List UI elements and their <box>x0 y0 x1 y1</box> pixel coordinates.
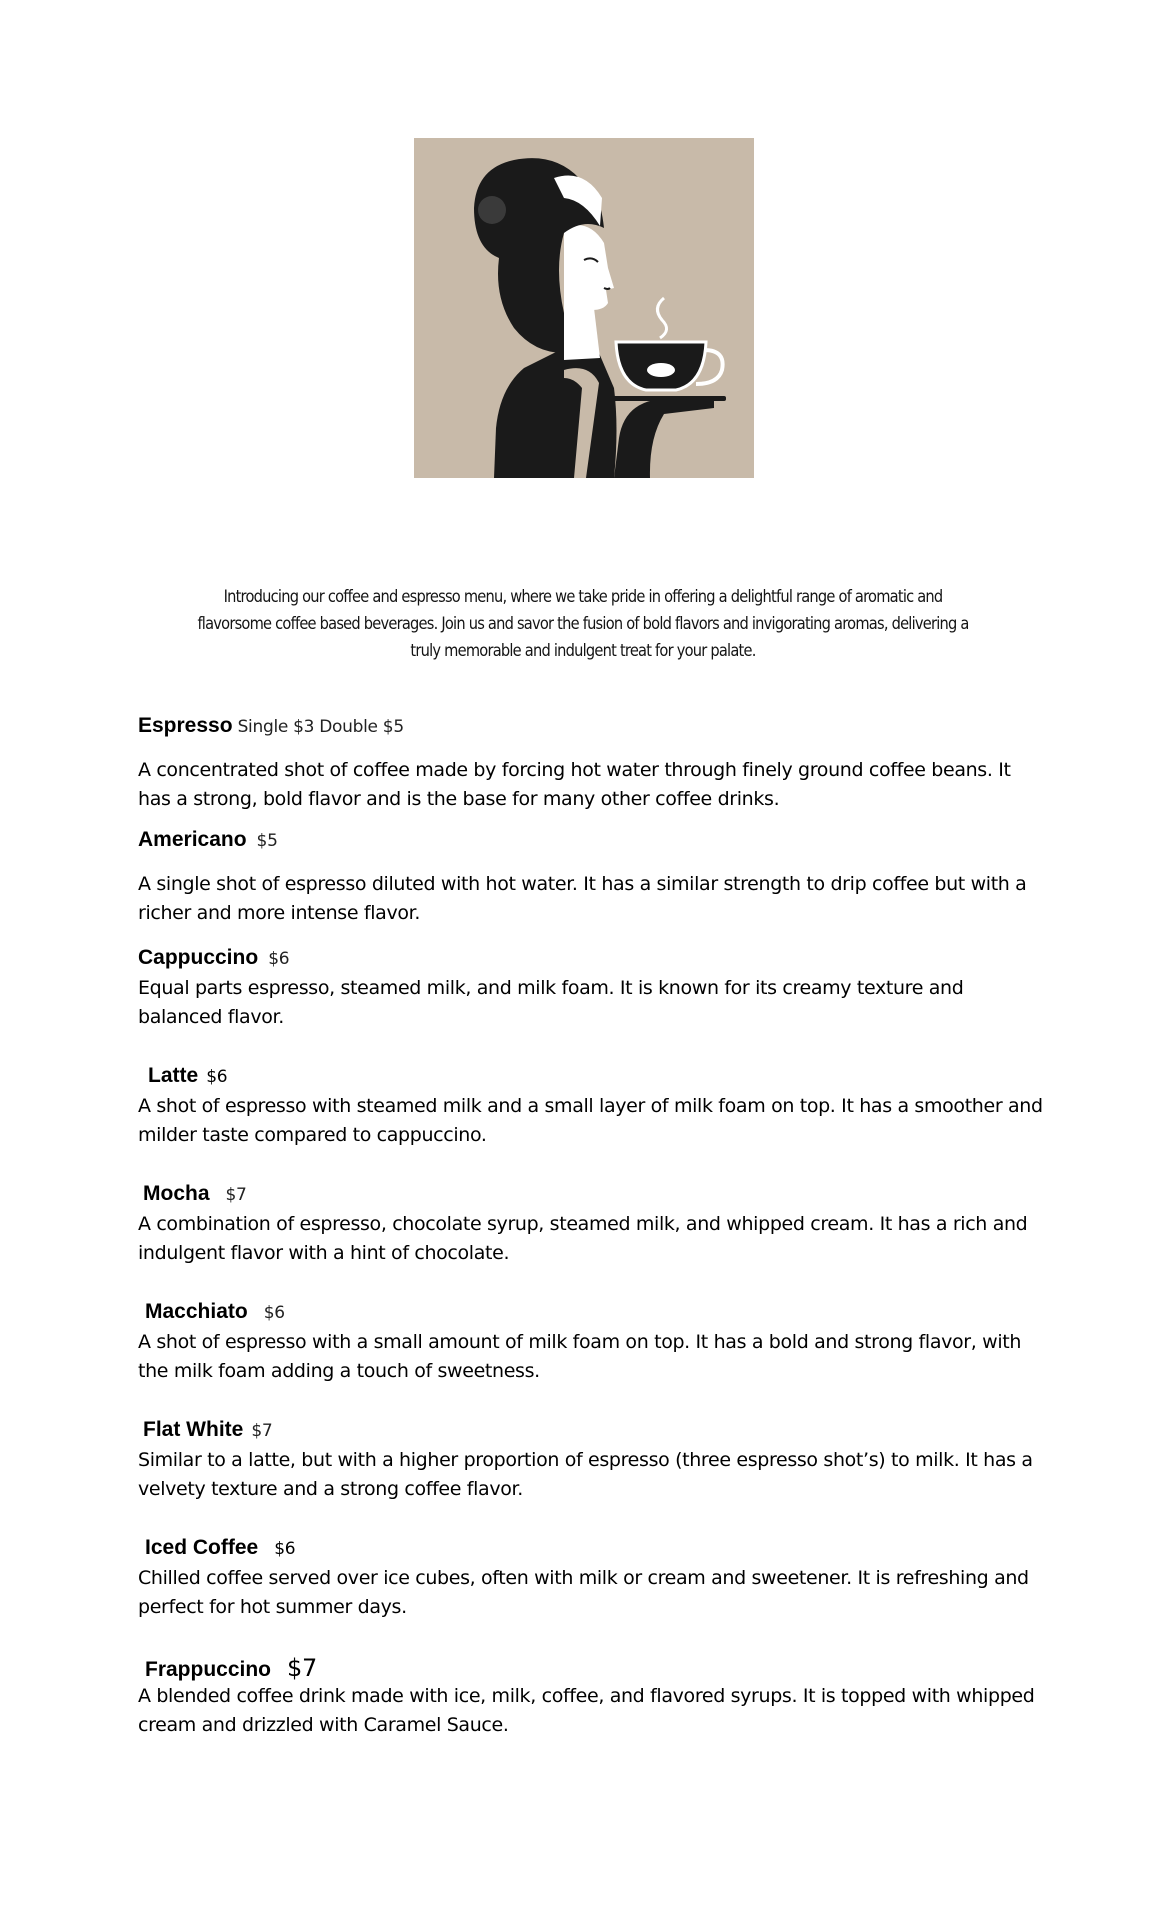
item-name: Espresso <box>138 714 233 737</box>
item-name: Frappuccino <box>145 1658 272 1681</box>
item-description: Equal parts espresso, steamed milk, and milk foam. It is known for its creamy texture and balanced flavor. <box>138 977 964 1028</box>
menu-item-cappuccino <box>138 946 1048 1032</box>
intro-text: Introducing our coffee and espresso menu, where we take pride in offering a delightful range of aromatic and flavorsome coffee based beverages. Join us and savor the fusion of bold flavors and invigorating aromas, delivering a truly memorable and indulgent treat for your palate. <box>197 587 969 661</box>
menu-item-mocha <box>138 1182 1048 1268</box>
menu-item-americano <box>138 828 1048 928</box>
menu-item-flat-white <box>138 1418 1048 1504</box>
item-description: Chilled coffee served over ice cubes, often with milk or cream and sweetener. It is refreshing and perfect for hot summer days. <box>138 1567 1029 1618</box>
menu-item-iced-coffee <box>138 1536 1048 1622</box>
menu-item-latte <box>138 1064 1048 1150</box>
item-name: Latte <box>148 1064 199 1087</box>
item-description: Similar to a latte, but with a higher proportion of espresso (three espresso shot’s) to milk. It has a velvety texture and a strong coffee flavor. <box>138 1449 1033 1500</box>
item-name: Flat White <box>143 1418 244 1441</box>
menu-item-espresso <box>138 714 1048 814</box>
item-price: Single $3 Double $5 <box>237 717 404 737</box>
menu-item-frappuccino <box>138 1654 1048 1740</box>
item-name: Americano <box>138 828 247 851</box>
item-description: A blended coffee drink made with ice, milk, coffee, and flavored syrups. It is topped with whipped cream and drizzled with Caramel Sauce. <box>138 1685 1035 1736</box>
item-price: $6 <box>274 1539 296 1559</box>
item-price: $7 <box>287 1654 317 1682</box>
item-price: $7 <box>251 1421 273 1441</box>
item-description: A shot of espresso with a small amount of milk foam on top. It has a bold and strong flavor, with the milk foam adding a touch of sweetness. <box>138 1331 1022 1382</box>
item-name: Macchiato <box>145 1300 248 1323</box>
item-name: Mocha <box>143 1182 210 1205</box>
item-price: $6 <box>206 1067 228 1087</box>
item-price: $5 <box>256 831 278 851</box>
item-price: $6 <box>263 1303 285 1323</box>
item-name: Cappuccino <box>138 946 259 969</box>
item-description: A combination of espresso, chocolate syrup, steamed milk, and whipped cream. It has a rich and indulgent flavor with a hint of chocolate. <box>138 1213 1028 1264</box>
item-name: Iced Coffee <box>145 1536 259 1559</box>
hero-illustration <box>414 138 754 478</box>
item-price: $6 <box>268 949 290 969</box>
coffee-menu <box>138 714 1048 1740</box>
woman-serving-coffee-icon <box>414 138 754 478</box>
menu-item-macchiato <box>138 1300 1048 1386</box>
item-price: $7 <box>225 1185 247 1205</box>
item-description: A concentrated shot of coffee made by forcing hot water through finely ground coffee beans. It has a strong, bold flavor and is the base for many other coffee drinks. <box>138 759 1011 810</box>
item-description: A single shot of espresso diluted with hot water. It has a similar strength to drip coffee but with a richer and more intense flavor. <box>138 873 1027 924</box>
item-description: A shot of espresso with steamed milk and a small layer of milk foam on top. It has a smoother and milder taste compared to cappuccino. <box>138 1095 1043 1146</box>
